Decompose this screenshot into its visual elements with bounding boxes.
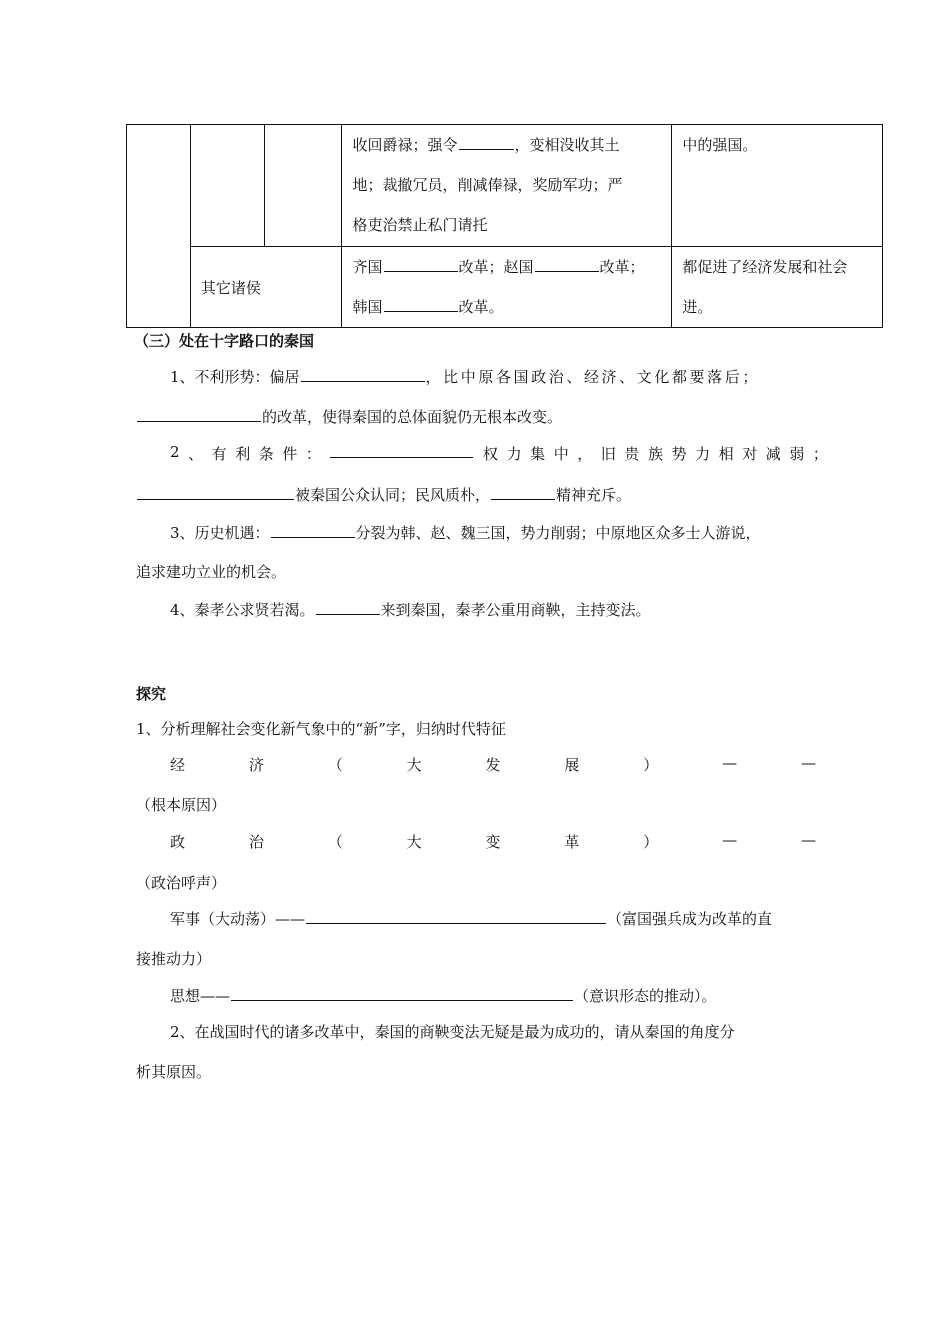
econ-char: 济 — [248, 756, 264, 774]
paragraph-1 — [170, 366, 760, 387]
p2-char: ： — [305, 445, 321, 463]
military-text-a: 军事（大动荡）—— — [170, 910, 306, 928]
econ-char: （ — [327, 756, 343, 774]
econ-char: 大 — [406, 756, 422, 774]
row2-text-c: 改革； — [599, 258, 645, 276]
thought-line — [170, 985, 717, 1006]
p2-char: 弱 — [789, 445, 805, 463]
fill-blank[interactable] — [535, 270, 599, 272]
p2-text-c: 精神充斥。 — [556, 486, 632, 504]
table-row — [127, 125, 883, 247]
military-tail: 接推动力） — [136, 950, 212, 968]
p2-char: 利 — [235, 445, 251, 463]
pol-char: — — [800, 831, 816, 849]
row2-text-a: 齐国 — [352, 258, 383, 276]
row2-effect-line2: 进。 — [682, 298, 713, 316]
pol-char: 治 — [248, 833, 264, 851]
fill-blank[interactable] — [316, 613, 380, 615]
explore-question-2-cont: 析其原因。 — [136, 1063, 212, 1081]
thought-text-b: （意识形态的推动）。 — [574, 987, 717, 1005]
thought-text-a: 思想—— — [170, 987, 231, 1005]
p3-text-b: 分裂为韩、赵、魏三国，势力削弱；中原地区众多士人游说， — [355, 524, 761, 542]
p2-char: 集 — [530, 445, 546, 463]
row2-text-e: 改革。 — [458, 298, 504, 316]
p2-char: ， — [577, 445, 593, 463]
econ-char: 展 — [564, 756, 580, 774]
p1-text-b: ，比中原各国政治、经济、文化都要落后； — [425, 368, 760, 386]
table-cell-content — [342, 125, 672, 247]
p2-char: 贵 — [624, 445, 640, 463]
economy-line — [170, 754, 816, 775]
p2-char: 势 — [671, 445, 687, 463]
row1-text-line3: 格吏治禁止私门请托 — [352, 216, 488, 234]
p2-char: 有 — [211, 445, 227, 463]
fill-blank[interactable] — [231, 999, 573, 1001]
military-line — [170, 908, 772, 929]
p2-char: 中 — [553, 445, 569, 463]
explore-heading: 探究 — [136, 685, 167, 703]
econ-char: ） — [643, 756, 659, 774]
fill-blank[interactable] — [384, 310, 458, 312]
table-cell-empty — [127, 125, 191, 328]
p2-text-b: 被秦国公众认同；民风质朴， — [295, 486, 491, 504]
paragraph-3 — [170, 522, 761, 543]
fill-blank[interactable] — [137, 498, 294, 500]
p1-text-c: 的改革，使得秦国的总体面貌仍无根本改变。 — [262, 408, 563, 426]
explore-question-1: 1、分析理解社会变化新气象中的“新”字，归纳时代特征 — [136, 720, 506, 738]
p2-char: 2 — [170, 443, 180, 461]
row1-effect: 中的强国。 — [682, 136, 758, 154]
paragraph-2 — [170, 443, 828, 464]
row2-text-b: 改革；赵国 — [458, 258, 534, 276]
pol-char: ） — [643, 833, 659, 851]
fill-blank[interactable] — [306, 922, 606, 924]
economy-tail: （根本原因） — [136, 796, 227, 814]
table-cell-label — [190, 247, 342, 328]
p2-char: 力 — [695, 445, 711, 463]
p4-text-a: 4、秦孝公求贤若渴。 — [170, 601, 315, 619]
politics-tail: （政治呼声） — [136, 874, 227, 892]
p2-char: ； — [812, 445, 828, 463]
p4-text-b: 来到秦国，秦孝公重用商鞅，主持变法。 — [380, 601, 651, 619]
p2-char: 旧 — [600, 445, 616, 463]
p2-char: 减 — [765, 445, 781, 463]
p2-char: 、 — [188, 445, 204, 463]
row1-text-b: ，变相没收其土 — [514, 136, 620, 154]
paragraph-3-cont: 追求建功立业的机会。 — [136, 563, 287, 581]
pol-char: — — [722, 831, 738, 849]
p2-char: 族 — [647, 445, 663, 463]
pol-char: 变 — [485, 833, 501, 851]
pol-char: 政 — [170, 833, 186, 851]
econ-char: — — [722, 754, 738, 772]
paragraph-2-cont — [136, 484, 631, 505]
p2-char: 条 — [258, 445, 274, 463]
pol-char: 大 — [406, 833, 422, 851]
pol-char: 革 — [564, 833, 580, 851]
politics-line — [170, 831, 816, 852]
paragraph-4 — [170, 599, 651, 620]
table-cell-effect — [672, 247, 883, 328]
p2-char: 力 — [506, 445, 522, 463]
reform-table — [126, 124, 883, 328]
military-text-b: （富国强兵成为改革的直 — [607, 910, 773, 928]
fill-blank[interactable] — [271, 536, 355, 538]
row1-text-a: 收回爵禄；强令 — [352, 136, 458, 154]
p2-char: 相 — [718, 445, 734, 463]
paragraph-1-cont — [136, 406, 562, 427]
row2-text-d: 韩国 — [352, 298, 383, 316]
econ-char: — — [800, 754, 816, 772]
p2-char: 对 — [742, 445, 758, 463]
econ-char: 发 — [485, 756, 501, 774]
p3-text-a: 3、历史机遇： — [170, 524, 270, 542]
econ-char: 经 — [170, 756, 186, 774]
fill-blank[interactable] — [137, 420, 261, 422]
row1-text-line2: 地；裁撤冗员，削减俸禄，奖励军功；严 — [352, 176, 623, 194]
fill-blank[interactable] — [301, 380, 425, 382]
table-cell-effect — [672, 125, 883, 247]
fill-blank[interactable] — [330, 443, 473, 458]
explore-question-2: 2、在战国时代的诸多改革中，秦国的商鞅变法无疑是最为成功的，请从秦国的角度分 — [170, 1023, 735, 1041]
p2-char: 件 — [282, 445, 298, 463]
table-cell-empty — [190, 125, 264, 247]
table-row — [127, 247, 883, 328]
table-cell-content — [342, 247, 672, 328]
fill-blank[interactable] — [491, 498, 555, 500]
pol-char: （ — [327, 833, 343, 851]
p1-text-a: 1、不利形势：偏居 — [170, 368, 300, 386]
table-cell-empty — [264, 125, 342, 247]
fill-blank[interactable] — [384, 270, 458, 272]
fill-blank[interactable] — [459, 148, 514, 150]
section-heading: （三）处在十字路口的秦国 — [134, 332, 315, 350]
p2-char: 权 — [483, 445, 499, 463]
row2-effect-line1: 都促进了经济发展和社会 — [682, 258, 848, 276]
row2-label: 其它诸侯 — [200, 278, 261, 297]
